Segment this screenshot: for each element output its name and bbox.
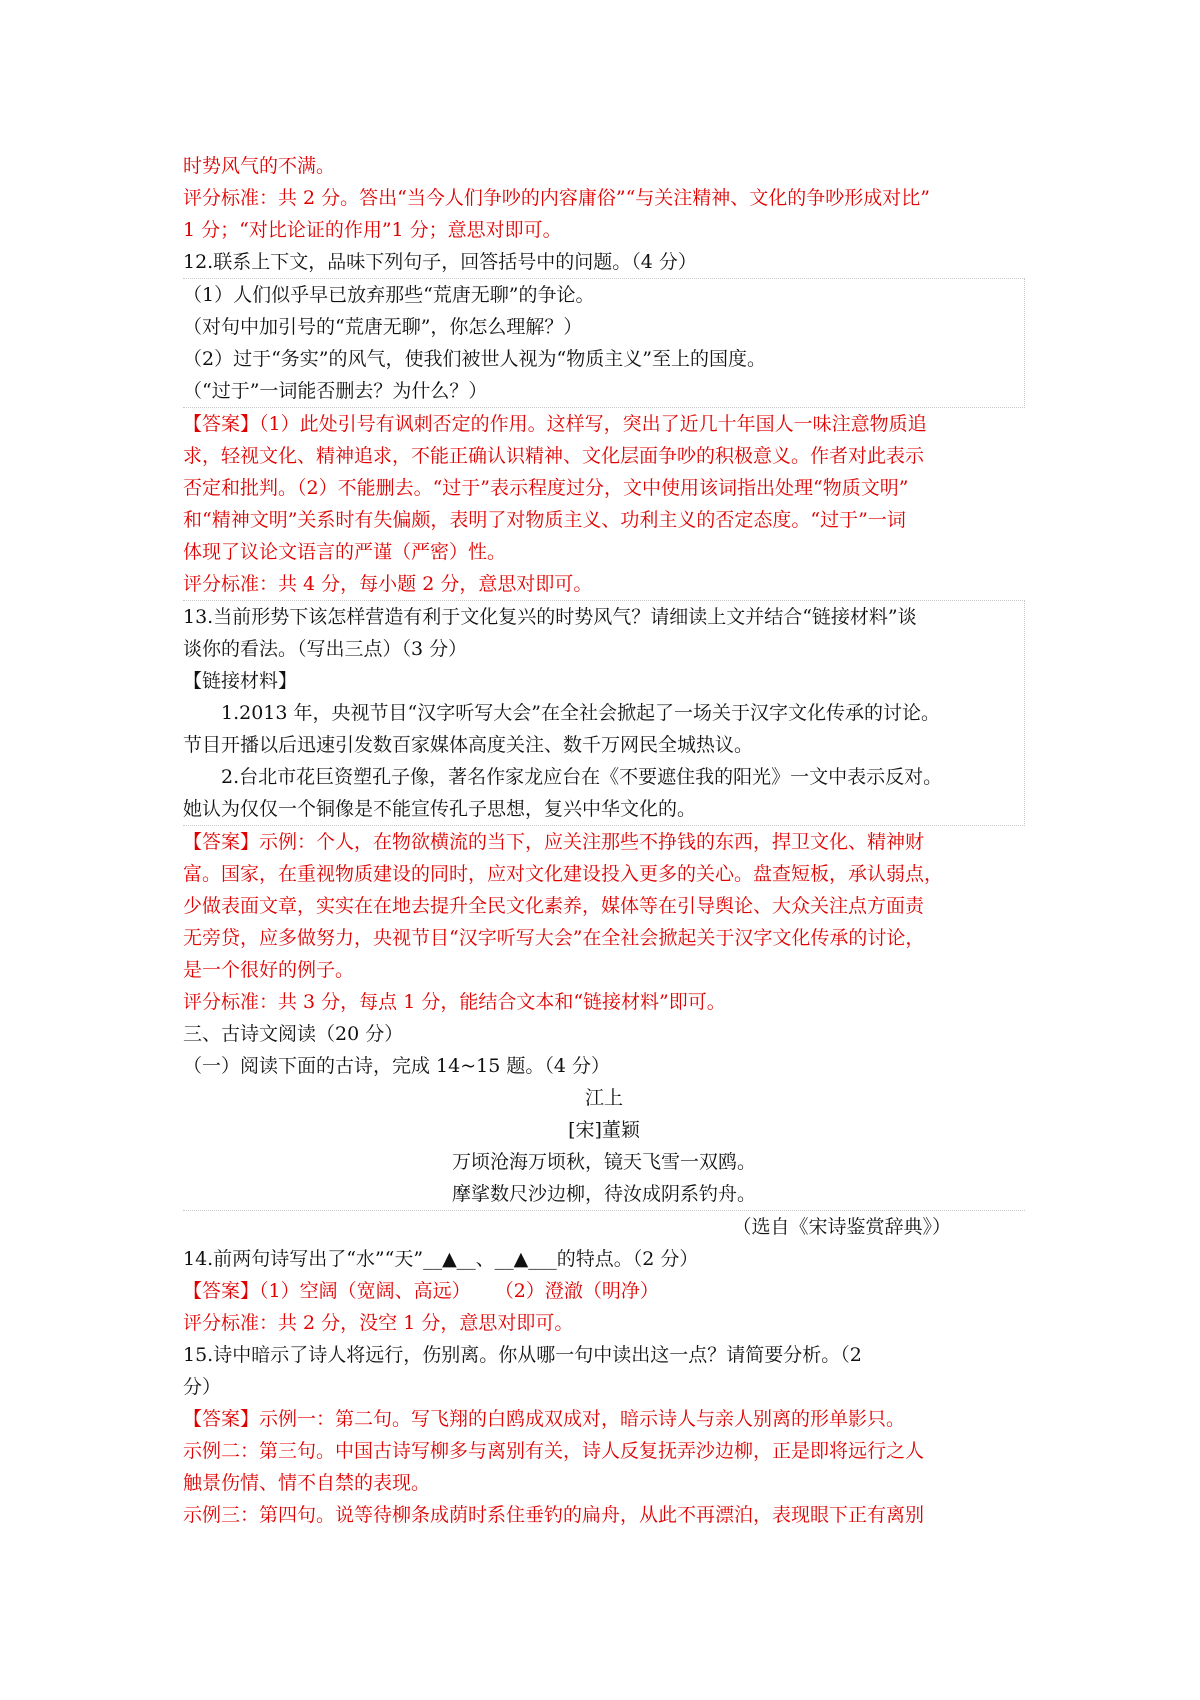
answer-text: （1）空阔（宽阔、高远） （2）澄澈（明净） xyxy=(259,1280,659,1302)
question-14: 14.前两句诗写出了“水”“天”__▲__、__▲___的特点。（2 分） xyxy=(183,1248,699,1270)
question-12: 12.联系上下文，品味下列句子，回答括号中的问题。（4 分） xyxy=(183,251,697,273)
answer-text: 少做表面文章，实实在在地去提升全民文化素养，媒体等在引导舆论、大众关注点方面责 xyxy=(183,895,925,917)
answer-text: 和“精神文明”关系时有失偏颇，表明了对物质主义、功利主义的否定态度。“过于”一词 xyxy=(183,509,906,531)
answer-text: 示例二：第三句。中国古诗写柳多与离别有关，诗人反复抚弄沙边柳，正是即将远行之人 xyxy=(183,1440,925,1462)
document-page xyxy=(183,150,1025,1531)
answer-text: 否定和批判。（2）不能删去。“过于”表示程度过分，文中使用该词指出处理“物质文明” xyxy=(183,477,909,499)
answer-13 xyxy=(183,826,1025,858)
question-13: 谈你的看法。（写出三点）（3 分） xyxy=(183,638,468,660)
poem-line: 摩挲数尺沙边柳，待汝成阴系钓舟。 xyxy=(451,1183,756,1205)
sentence-1-question: （对句中加引号的“荒唐无聊”，你怎么理解？） xyxy=(183,316,583,338)
answer-text: 富。国家，在重视物质建设的同时，应对文化建设投入更多的关心。盘查短板，承认弱点， xyxy=(183,863,944,885)
scoring-standard: 1 分；“对比论证的作用”1 分；意思对即可。 xyxy=(183,219,562,241)
scoring-standard: 评分标准：共 2 分。答出“当今人们争吵的内容庸俗”“与关注精神、文化的争吵形成对比” xyxy=(183,187,931,209)
link-material-item-2: 2.台北市花巨资塑孔子像，著名作家龙应台在《不要遮住我的阳光》一文中表示反对。 xyxy=(221,766,943,788)
scoring-standard: 评分标准：共 2 分，没空 1 分，意思对即可。 xyxy=(183,1312,574,1334)
answer-text: 时势风气的不满。 xyxy=(183,155,336,177)
answer-label: 【答案】 xyxy=(183,413,260,435)
question-15: 15.诗中暗示了诗人将远行，伤别离。你从哪一句中读出这一点？请简要分析。（2 xyxy=(183,1344,862,1366)
sentence-2: （2）过于“务实”的风气，使我们被世人视为“物质主义”至上的国度。 xyxy=(183,348,766,370)
answer-label: 【答案】 xyxy=(183,1408,260,1430)
sentence-2-question: （“过于”一词能否删去？为什么？） xyxy=(183,380,488,402)
answer-text: 求，轻视文化、精神追求，不能正确认识精神、文化层面争吵的积极意义。作者对此表示 xyxy=(183,445,925,467)
poem-author: [宋]董颖 xyxy=(568,1119,640,1141)
answer-15 xyxy=(183,1403,1025,1435)
answer-text: 示例：个人，在物欲横流的当下，应关注那些不挣钱的东西，捍卫文化、精神财 xyxy=(259,831,925,853)
answer-text: 是一个很好的例子。 xyxy=(183,959,355,981)
section-heading: 三、古诗文阅读（20 分） xyxy=(183,1023,404,1045)
poem-block xyxy=(183,1082,1025,1211)
link-material-item-1: 节目开播以后迅速引发数百家媒体高度关注、数千万网民全城热议。 xyxy=(183,734,754,756)
answer-text: 触景伤情、情不自禁的表现。 xyxy=(183,1472,431,1494)
answer-12 xyxy=(183,408,1025,440)
subsection-heading: （一）阅读下面的古诗，完成 14~15 题。（4 分） xyxy=(183,1055,610,1077)
link-material-item-1: 1.2013 年，央视节目“汉字听写大会”在全社会掀起了一场关于汉字文化传承的讨论。 xyxy=(221,702,940,724)
scoring-standard: 评分标准：共 4 分，每小题 2 分，意思对即可。 xyxy=(183,573,593,595)
poem-line: 万顷沧海万顷秋，镜天飞雪一双鸥。 xyxy=(451,1151,756,1173)
answer-label: 【答案】 xyxy=(183,831,260,853)
answer-14 xyxy=(183,1275,1025,1307)
poem-source: （选自《宋诗鉴赏辞典》） xyxy=(732,1216,951,1238)
link-material-item-2: 她认为仅仅一个铜像是不能宣传孔子思想，复兴中华文化的。 xyxy=(183,798,697,820)
answer-text: 体现了议论文语言的严谨（严密）性。 xyxy=(183,541,507,563)
answer-text: （1）此处引号有讽刺否定的作用。这样写，突出了近几十年国人一味注意物质追 xyxy=(259,413,927,435)
answer-text: 无旁贷，应多做努力，央视节目“汉字听写大会”在全社会掀起关于汉字文化传承的讨论， xyxy=(183,927,925,949)
question-15: 分） xyxy=(183,1376,222,1398)
poem-title: 江上 xyxy=(584,1087,623,1109)
question-12-sentences xyxy=(183,278,1025,408)
question-13: 13.当前形势下该怎样营造有利于文化复兴的时势风气？请细读上文并结合“链接材料”谈 xyxy=(183,606,917,628)
link-material-heading: 【链接材料】 xyxy=(183,670,298,692)
question-13-block xyxy=(183,600,1025,826)
scoring-standard: 评分标准：共 3 分，每点 1 分，能结合文本和“链接材料”即可。 xyxy=(183,991,726,1013)
sentence-1: （1）人们似乎早已放弃那些“荒唐无聊”的争论。 xyxy=(183,284,595,306)
answer-label: 【答案】 xyxy=(183,1280,260,1302)
answer-text: 示例一：第二句。写飞翔的白鸥成双成对，暗示诗人与亲人别离的形单影只。 xyxy=(259,1408,906,1430)
answer-text: 示例三：第四句。说等待柳条成荫时系住垂钓的扁舟，从此不再漂泊，表现眼下正有离别 xyxy=(183,1504,925,1526)
